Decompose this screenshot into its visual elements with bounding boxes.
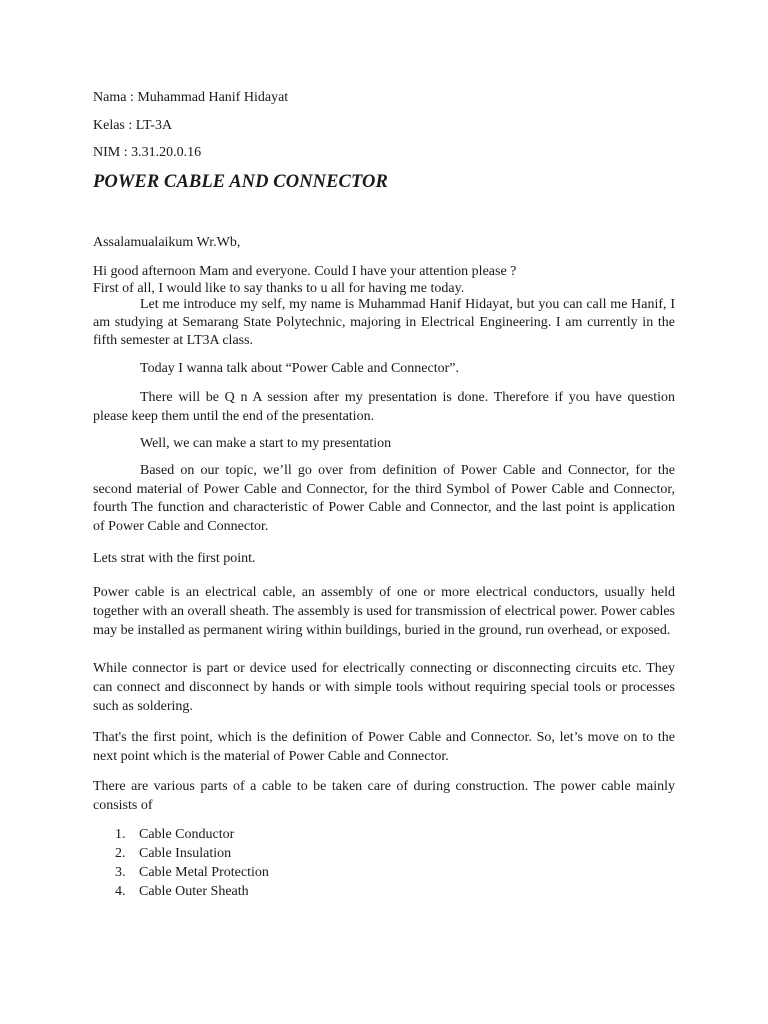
document-title: POWER CABLE AND CONNECTOR bbox=[93, 172, 388, 192]
paragraph-start: Well, we can make a start to my presentation bbox=[140, 436, 392, 451]
opening-line-2: First of all, I would like to say thanks to u all for having me today. bbox=[93, 281, 465, 296]
paragraph-outline: Based on our topic, we’ll go over from definition of Power Cable and Connector, for the second material of Power Cable and Connector, for the third Symbol of Power Cable and Connector, fourth The function and characteristic of Power Cable and Connector, and the last point is application of Power Cable and Connector. bbox=[93, 463, 675, 534]
paragraph-power-cable-definition: Power cable is an electrical cable, an assembly of one or more electrical conductors, usually held together with an overall sheath. The assembly is used for transmission of electrical power. Power cables may be installed as permanent wiring within buildings, buried in the ground, run overhead, or exposed. bbox=[93, 585, 675, 638]
list-number: 1. bbox=[115, 827, 126, 842]
paragraph-transition: That's the first point, which is the definition of Power Cable and Connector. So, let’s move on to the next point which is the material of Power Cable and Connector. bbox=[93, 730, 675, 764]
list-number: 2. bbox=[115, 846, 126, 861]
student-name: Nama : Muhammad Hanif Hidayat bbox=[93, 90, 289, 105]
paragraph-topic: Today I wanna talk about “Power Cable and Connector”. bbox=[140, 361, 459, 376]
student-nim: NIM : 3.31.20.0.16 bbox=[93, 145, 202, 160]
opening-line-1: Hi good afternoon Mam and everyone. Could I have your attention please ? bbox=[93, 264, 517, 279]
list-item-text: Cable Outer Sheath bbox=[139, 884, 249, 899]
list-item-text: Cable Conductor bbox=[139, 827, 235, 842]
greeting: Assalamualaikum Wr.Wb, bbox=[93, 235, 241, 250]
list-number: 4. bbox=[115, 884, 126, 899]
paragraph-connector-definition: While connector is part or device used for electrically connecting or disconnecting circuits etc. They can connect and disconnect by hands or with simple tools without requiring special tools or processes such as soldering. bbox=[93, 661, 675, 714]
list-item-text: Cable Metal Protection bbox=[139, 865, 269, 880]
student-class: Kelas : LT-3A bbox=[93, 118, 173, 133]
list-number: 3. bbox=[115, 865, 126, 880]
paragraph-introduction: Let me introduce my self, my name is Muhammad Hanif Hidayat, but you can call me Hanif, I am studying at Semarang State Polytechnic, majoring in Electrical Engineering. I am currently in the fifth semester at LT3A class. bbox=[93, 297, 675, 348]
paragraph-parts-intro: There are various parts of a cable to be taken care of during construction. The power cable mainly consists of bbox=[93, 779, 675, 813]
paragraph-qna: There will be Q n A session after my presentation is done. Therefore if you have question please keep them until the end of the presentation. bbox=[93, 390, 675, 424]
paragraph-first-point: Lets strat with the first point. bbox=[93, 551, 256, 566]
list-item-text: Cable Insulation bbox=[139, 846, 232, 861]
